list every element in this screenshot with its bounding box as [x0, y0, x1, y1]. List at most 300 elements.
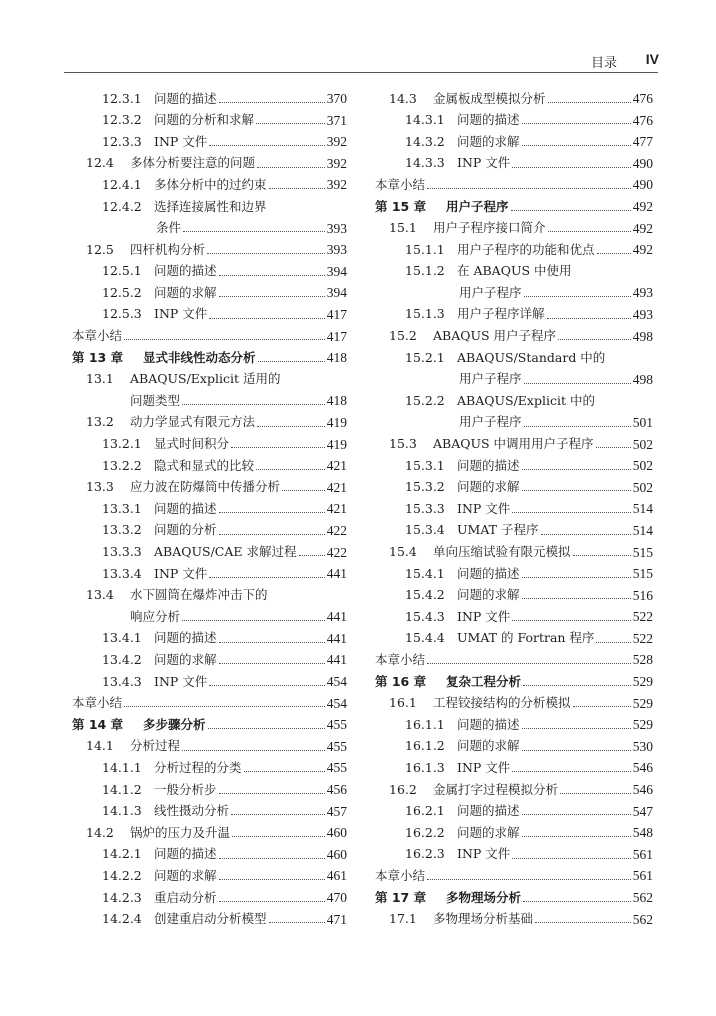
toc-entry — [72, 693, 347, 715]
toc-entry-page: 562 — [632, 890, 653, 906]
toc-entry-title: INP 文件 — [457, 608, 511, 624]
toc-leader-dots — [522, 749, 631, 751]
toc-entry-number: 15.4.1 — [405, 565, 445, 581]
toc-entry — [72, 498, 347, 520]
toc-entry-title: 问题的描述 — [457, 565, 520, 581]
toc-entry-page: 422 — [326, 544, 347, 560]
toc-entry-page: 471 — [326, 911, 347, 927]
toc-entry — [72, 844, 347, 866]
toc-entry-page: 528 — [632, 652, 653, 668]
toc-entry — [375, 887, 653, 909]
toc-entry-page: 454 — [326, 695, 347, 711]
toc-entry-page: 529 — [632, 695, 653, 711]
toc-entry — [375, 520, 653, 542]
toc-left-column — [72, 88, 347, 930]
toc-leader-dots — [522, 468, 631, 470]
toc-entry-number: 15.2 — [389, 328, 417, 344]
toc-leader-dots — [522, 597, 631, 599]
toc-entry — [375, 110, 653, 132]
toc-entry-title: 用户子程序 — [459, 284, 522, 300]
toc-entry — [375, 649, 653, 671]
toc-entry-number: 14.1.1 — [102, 759, 142, 775]
toc-entry-page: 490 — [632, 155, 653, 171]
toc-entry — [375, 434, 653, 456]
toc-entry — [72, 326, 347, 348]
toc-leader-dots — [244, 770, 325, 772]
toc-entry-number: 16.1 — [389, 695, 417, 711]
toc-entry-number: 15.3.3 — [405, 500, 445, 516]
toc-entry-title: 四杆机构分析 — [130, 241, 206, 257]
toc-entry-page: 515 — [632, 566, 653, 582]
toc-entry-title: 问题的描述 — [154, 90, 217, 106]
toc-entry — [375, 541, 653, 563]
toc-entry-title: 应力波在防爆筒中传播分析 — [130, 479, 281, 495]
toc-entry-title: 本章小结 — [375, 867, 426, 883]
toc-entry — [72, 196, 347, 218]
toc-entry — [72, 779, 347, 801]
toc-leader-dots — [269, 187, 325, 189]
toc-leader-dots — [524, 295, 631, 297]
toc-entry-title: 动力学显式有限元方法 — [130, 414, 256, 430]
toc-entry-page: 454 — [326, 674, 347, 690]
toc-entry-number: 12.5.1 — [102, 263, 142, 279]
toc-entry-number: 12.3.2 — [102, 112, 142, 128]
toc-leader-dots — [524, 382, 631, 384]
toc-entry — [72, 131, 347, 153]
toc-leader-dots — [219, 533, 325, 535]
toc-entry-page: 502 — [632, 436, 653, 452]
toc-entry — [72, 757, 347, 779]
toc-entry-title: 问题的求解 — [154, 284, 217, 300]
toc-entry-number: 第 14 章 — [72, 716, 124, 732]
toc-leader-dots — [219, 641, 325, 643]
toc-entry — [72, 110, 347, 132]
toc-entry-number: 15.4.2 — [405, 587, 445, 603]
toc-leader-dots — [541, 533, 631, 535]
toc-entry — [375, 736, 653, 758]
toc-leader-dots — [209, 684, 324, 686]
toc-entry-page: 493 — [632, 306, 653, 322]
toc-entry — [72, 520, 347, 542]
toc-entry-title: 隐式和显式的比较 — [154, 457, 255, 473]
toc-entry-title: 问题的描述 — [457, 457, 520, 473]
toc-entry-page: 455 — [326, 717, 347, 733]
toc-leader-dots — [219, 274, 325, 276]
toc-leader-dots — [573, 554, 631, 556]
toc-entry-number: 14.3.3 — [405, 155, 445, 171]
toc-entry-title: 分析过程 — [130, 738, 181, 754]
toc-leader-dots — [522, 727, 631, 729]
toc-entry-page: 461 — [326, 868, 347, 884]
toc-entry-number: 12.4.2 — [102, 198, 142, 214]
toc-leader-dots — [427, 187, 631, 189]
toc-leader-dots — [219, 295, 325, 297]
toc-leader-dots — [524, 425, 631, 427]
toc-leader-dots — [256, 468, 325, 470]
toc-leader-dots — [182, 619, 325, 621]
toc-entry-page: 498 — [632, 371, 653, 387]
toc-leader-dots — [219, 878, 325, 880]
toc-entry-number: 13.2.2 — [102, 457, 142, 473]
toc-entry-title: 多体分析要注意的问题 — [130, 155, 256, 171]
toc-entry-number: 16.2 — [389, 781, 417, 797]
toc-entry — [72, 455, 347, 477]
toc-entry-title: 用户子程序 — [459, 371, 522, 387]
toc-entry — [375, 563, 653, 585]
toc-leader-dots — [511, 209, 631, 211]
toc-entry-title: 用户子程序 — [459, 414, 522, 430]
toc-leader-dots — [597, 252, 631, 254]
toc-entry-title: INP 文件 — [457, 759, 511, 775]
toc-entry-number: 13.4.3 — [102, 673, 142, 689]
toc-entry — [375, 757, 653, 779]
toc-leader-dots — [512, 619, 630, 621]
toc-leader-dots — [209, 317, 324, 319]
toc-entry-title: 问题类型 — [130, 392, 181, 408]
toc-entry-title: UMAT 的 Fortran 程序 — [457, 630, 595, 646]
toc-entry — [375, 671, 653, 693]
toc-entry — [375, 412, 653, 434]
toc-entry-page: 392 — [326, 155, 347, 171]
toc-entry-title: 本章小结 — [72, 695, 123, 711]
toc-entry-page: 514 — [632, 501, 653, 517]
toc-leader-dots — [596, 446, 631, 448]
toc-entry-number: 15.2.1 — [405, 349, 445, 365]
toc-entry-page: 530 — [632, 738, 653, 754]
toc-leader-dots — [256, 122, 325, 124]
toc-entry-number: 15.2.2 — [405, 392, 445, 408]
toc-leader-dots — [512, 770, 630, 772]
toc-leader-dots — [548, 101, 631, 103]
toc-entry-title: 显式非线性动态分析 — [143, 349, 256, 365]
toc-leader-dots — [219, 101, 325, 103]
toc-entry-page: 492 — [632, 220, 653, 236]
toc-entry-page: 561 — [632, 846, 653, 862]
toc-entry-title: 问题的求解 — [457, 133, 520, 149]
toc-entry — [375, 282, 653, 304]
toc-entry-number: 12.4.1 — [102, 176, 142, 192]
toc-entry-page: 441 — [326, 630, 347, 646]
toc-entry — [72, 347, 347, 369]
toc-entry-page: 529 — [632, 717, 653, 733]
toc-leader-dots — [522, 813, 631, 815]
toc-entry — [72, 736, 347, 758]
toc-entry-number: 14.1.3 — [102, 803, 142, 819]
toc-entry — [72, 563, 347, 585]
toc-entry-number: 14.1 — [86, 738, 114, 754]
toc-entry-number: 13.3.1 — [102, 500, 142, 516]
toc-entry — [72, 628, 347, 650]
toc-entry-number: 16.1.2 — [405, 738, 445, 754]
toc-leader-dots — [219, 900, 325, 902]
toc-entry-title: 创建重启动分析模型 — [154, 911, 267, 927]
toc-entry-title: INP 文件 — [154, 133, 208, 149]
toc-entry — [375, 153, 653, 175]
toc-entry-page: 562 — [632, 911, 653, 927]
toc-entry — [375, 865, 653, 887]
toc-entry-page: 522 — [632, 630, 653, 646]
toc-entry-page: 501 — [632, 414, 653, 430]
toc-entry-title: INP 文件 — [154, 306, 208, 322]
toc-entry-title: 本章小结 — [375, 176, 426, 192]
toc-entry-number: 第 17 章 — [375, 889, 427, 905]
toc-entry-title: ABAQUS/CAE 求解过程 — [154, 544, 297, 560]
toc-entry-title: 问题的求解 — [457, 479, 520, 495]
toc-entry-title: ABAQUS/Standard 中的 — [457, 349, 606, 365]
toc-entry-title: 问题的求解 — [154, 867, 217, 883]
toc-entry-number: 14.3.1 — [405, 112, 445, 128]
toc-entry — [375, 628, 653, 650]
header-label: 目录 — [590, 56, 617, 71]
toc-entry-page: 422 — [326, 522, 347, 538]
toc-leader-dots — [558, 338, 631, 340]
toc-entry-number: 16.2.1 — [405, 803, 445, 819]
toc-entry-number: 13.3.2 — [102, 522, 142, 538]
toc-entry — [72, 412, 347, 434]
toc-entry — [375, 390, 653, 412]
toc-entry-page: 392 — [326, 134, 347, 150]
toc-entry-title: 水下圆筒在爆炸冲击下的 — [130, 587, 268, 603]
toc-entry — [72, 88, 347, 110]
toc-entry-title: INP 文件 — [154, 565, 208, 581]
toc-entry-title: 响应分析 — [130, 608, 181, 624]
toc-entry-number: 12.5.2 — [102, 284, 142, 300]
toc-entry-page: 441 — [326, 566, 347, 582]
toc-entry — [72, 218, 347, 240]
toc-entry-page: 493 — [632, 285, 653, 301]
toc-entry-number: 15.4 — [389, 544, 417, 560]
toc-entry-title: 锅炉的压力及升温 — [130, 824, 231, 840]
toc-leader-dots — [258, 360, 325, 362]
header-page-number: IV — [645, 51, 659, 67]
toc-leader-dots — [512, 857, 630, 859]
toc-entry-page: 421 — [326, 501, 347, 517]
toc-entry-title: 金属打字过程模拟分析 — [433, 781, 559, 797]
toc-entry-title: 用户子程序接口简介 — [433, 220, 546, 236]
toc-entry-title: UMAT 子程序 — [457, 522, 539, 538]
toc-entry-title: 问题的描述 — [457, 716, 520, 732]
toc-entry-page: 470 — [326, 890, 347, 906]
toc-entry-title: 单向压缩试验有限元模拟 — [433, 544, 571, 560]
toc-entry-title: 工程铰接结构的分析模拟 — [433, 695, 571, 711]
toc-entry — [72, 606, 347, 628]
toc-leader-dots — [257, 425, 325, 427]
toc-leader-dots — [124, 338, 325, 340]
toc-entry-number: 14.2.4 — [102, 911, 142, 927]
toc-leader-dots — [257, 166, 325, 168]
toc-entry — [375, 498, 653, 520]
toc-entry — [72, 801, 347, 823]
toc-entry — [375, 585, 653, 607]
toc-leader-dots — [183, 230, 325, 232]
toc-leader-dots — [512, 166, 630, 168]
toc-entry — [375, 779, 653, 801]
toc-entry-title: ABAQUS 中调用用户子程序 — [433, 436, 594, 452]
toc-entry-number: 第 13 章 — [72, 349, 124, 365]
toc-entry — [375, 304, 653, 326]
toc-leader-dots — [231, 813, 325, 815]
toc-entry-title: 金属板成型模拟分析 — [433, 90, 546, 106]
toc-entry — [375, 455, 653, 477]
toc-entry-number: 15.4.3 — [405, 608, 445, 624]
toc-entry — [375, 714, 653, 736]
toc-entry — [72, 865, 347, 887]
toc-entry-title: 问题的分析 — [154, 522, 217, 538]
toc-entry-title: 问题的求解 — [457, 738, 520, 754]
toc-entry-page: 455 — [326, 760, 347, 776]
toc-entry-page: 529 — [632, 674, 653, 690]
toc-entry-page: 421 — [326, 479, 347, 495]
toc-entry-title: 多物理场分析基础 — [433, 911, 534, 927]
toc-entry-title: ABAQUS/Explicit 中的 — [457, 392, 595, 408]
toc-entry-title: 问题的求解 — [457, 824, 520, 840]
toc-leader-dots — [573, 705, 631, 707]
toc-leader-dots — [208, 727, 325, 729]
toc-entry-number: 13.1 — [86, 371, 114, 387]
toc-entry-page: 393 — [326, 220, 347, 236]
toc-entry-number: 15.1.2 — [405, 263, 445, 279]
toc-entry-number: 15.4.4 — [405, 630, 445, 646]
toc-entry-title: 本章小结 — [375, 651, 426, 667]
toc-entry-page: 546 — [632, 760, 653, 776]
toc-entry-number: 14.2.2 — [102, 867, 142, 883]
toc-entry-number: 17.1 — [389, 911, 417, 927]
toc-leader-dots — [209, 576, 324, 578]
toc-entry-page: 418 — [326, 350, 347, 366]
toc-entry — [72, 434, 347, 456]
toc-entry — [375, 606, 653, 628]
toc-entry-number: 14.1.2 — [102, 781, 142, 797]
toc-entry-title: INP 文件 — [154, 673, 208, 689]
toc-entry — [375, 88, 653, 110]
toc-entry-page: 490 — [632, 177, 653, 193]
toc-entry — [72, 541, 347, 563]
toc-entry-page: 394 — [326, 263, 347, 279]
toc-entry-page: 492 — [632, 199, 653, 215]
toc-leader-dots — [522, 489, 631, 491]
toc-entry — [375, 844, 653, 866]
toc-leader-dots — [219, 662, 325, 664]
toc-entry — [72, 282, 347, 304]
toc-entry-page: 460 — [326, 846, 347, 862]
toc-entry — [72, 887, 347, 909]
toc-entry — [375, 131, 653, 153]
toc-entry-number: 15.3.2 — [405, 479, 445, 495]
toc-entry — [375, 801, 653, 823]
toc-leader-dots — [522, 835, 631, 837]
toc-leader-dots — [219, 511, 325, 513]
toc-leader-dots — [182, 403, 325, 405]
toc-entry — [375, 909, 653, 931]
toc-entry-page: 455 — [326, 738, 347, 754]
toc-leader-dots — [124, 705, 325, 707]
toc-entry-title: 问题的描述 — [154, 263, 217, 279]
toc-entry-number: 第 16 章 — [375, 673, 427, 689]
toc-entry — [72, 585, 347, 607]
toc-entry-page: 502 — [632, 479, 653, 495]
toc-leader-dots — [231, 446, 325, 448]
toc-entry — [72, 909, 347, 931]
toc-entry-number: 15.1.3 — [405, 306, 445, 322]
toc-entry-title: 问题的分析和求解 — [154, 112, 255, 128]
toc-leader-dots — [219, 857, 325, 859]
toc-leader-dots — [596, 641, 630, 643]
toc-entry-page: 492 — [632, 242, 653, 258]
toc-leader-dots — [219, 792, 325, 794]
toc-entry — [72, 369, 347, 391]
toc-leader-dots — [209, 144, 324, 146]
toc-leader-dots — [522, 122, 631, 124]
toc-entry-page: 456 — [326, 782, 347, 798]
toc-entry — [72, 174, 347, 196]
toc-leader-dots — [547, 317, 631, 319]
toc-entry — [375, 477, 653, 499]
toc-entry-page: 548 — [632, 825, 653, 841]
toc-entry-title: 一般分析步 — [154, 781, 217, 797]
toc-entry-title: 问题的描述 — [154, 846, 217, 862]
toc-entry-number: 14.3.2 — [405, 133, 445, 149]
toc-entry-title: 问题的描述 — [457, 112, 520, 128]
toc-leader-dots — [299, 554, 325, 556]
toc-entry-number: 15.3 — [389, 436, 417, 452]
toc-entry-page: 417 — [326, 328, 347, 344]
toc-entry-title: 用户子程序 — [446, 198, 509, 214]
toc-entry-title: 问题的求解 — [154, 651, 217, 667]
toc-entry — [375, 174, 653, 196]
toc-entry-number: 15.1.1 — [405, 241, 445, 257]
toc-entry-title: 问题的求解 — [457, 587, 520, 603]
toc-entry-page: 502 — [632, 458, 653, 474]
toc-entry-title: ABAQUS 用户子程序 — [433, 328, 557, 344]
toc-entry — [72, 671, 347, 693]
toc-leader-dots — [182, 749, 325, 751]
toc-entry-title: 复杂工程分析 — [446, 673, 522, 689]
toc-entry-title: 条件 — [156, 220, 182, 236]
toc-entry — [375, 196, 653, 218]
toc-entry — [375, 261, 653, 283]
toc-entry-number: 13.2.1 — [102, 436, 142, 452]
toc-entry-page: 419 — [326, 414, 347, 430]
toc-leader-dots — [207, 252, 325, 254]
toc-leader-dots — [535, 921, 631, 923]
toc-entry — [375, 239, 653, 261]
toc-entry-page: 394 — [326, 285, 347, 301]
toc-leader-dots — [560, 792, 631, 794]
toc-entry-title: INP 文件 — [457, 155, 511, 171]
toc-entry-page: 514 — [632, 522, 653, 538]
toc-entry-number: 15.3.4 — [405, 522, 445, 538]
toc-entry-page: 522 — [632, 609, 653, 625]
toc-entry-page: 441 — [326, 609, 347, 625]
toc-entry — [375, 347, 653, 369]
toc-entry-page: 547 — [632, 803, 653, 819]
toc-entry-page: 476 — [632, 112, 653, 128]
toc-entry — [72, 649, 347, 671]
toc-leader-dots — [269, 921, 325, 923]
toc-entry-number: 13.4.1 — [102, 630, 142, 646]
toc-entry-number: 14.2.1 — [102, 846, 142, 862]
toc-entry-title: 多物理场分析 — [446, 889, 522, 905]
toc-entry-number: 13.3 — [86, 479, 114, 495]
toc-entry-title: INP 文件 — [457, 846, 511, 862]
toc-entry-title: ABAQUS/Explicit 适用的 — [130, 371, 281, 387]
toc-entry-title: 问题的描述 — [154, 630, 217, 646]
toc-entry-number: 13.3.4 — [102, 565, 142, 581]
toc-leader-dots — [523, 684, 631, 686]
toc-entry-page: 516 — [632, 587, 653, 603]
toc-entry-title: 多步骤分析 — [143, 716, 206, 732]
toc-right-column — [375, 88, 653, 930]
